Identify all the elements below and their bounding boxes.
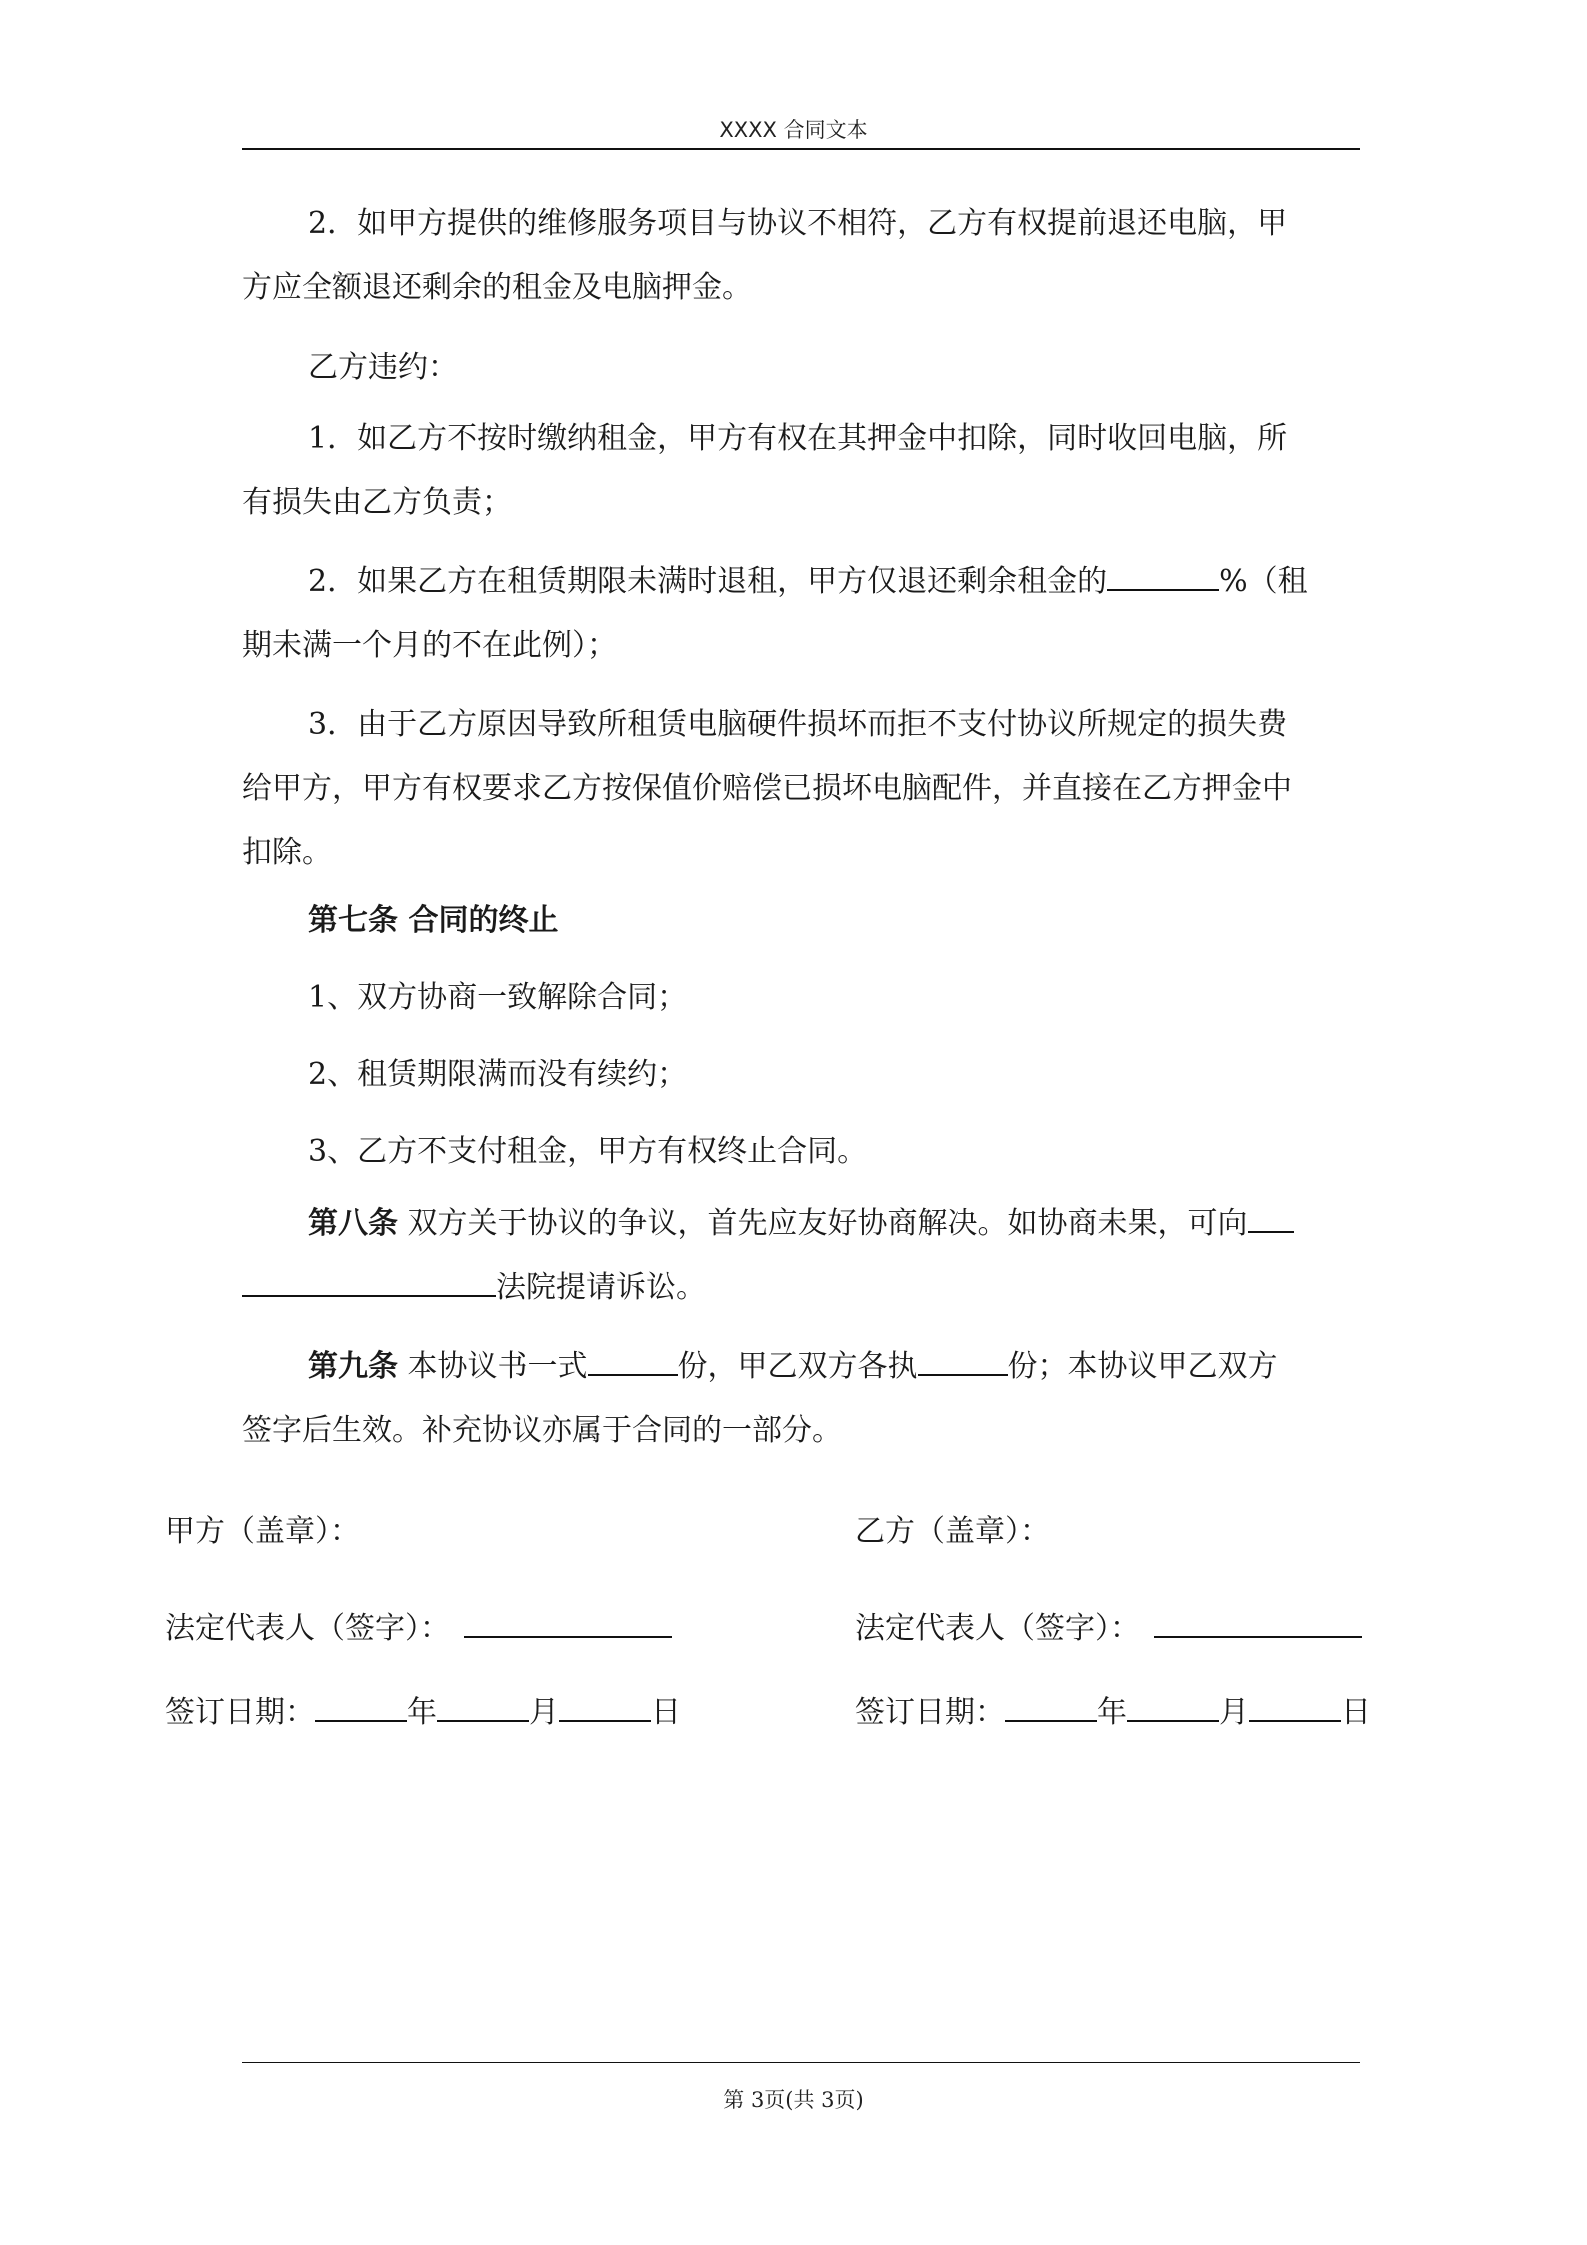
month-blank [437,1690,529,1722]
article-7-item-1 [242,966,1360,1030]
paragraph-text: 法院提请诉讼。 [496,1270,706,1305]
paragraph-line: 3．由于乙方原因导致所租赁电脑硬件损坏而拒不支付协议所规定的损失费 [308,707,1288,742]
year-blank [1005,1690,1097,1722]
page-number: 第 3页(共 3页) [723,2088,864,2112]
party-a-sign-date [165,1690,681,1733]
paragraph-line: 1、双方协商一致解除合同； [308,980,688,1015]
article-9 [242,1335,1360,1463]
paragraph-text: 份；本协议甲乙双方 [1007,1349,1278,1384]
footer-rule [242,2062,1360,2063]
court-blank [242,1265,496,1297]
paragraph-line: 3、乙方不支付租金，甲方有权终止合同。 [308,1134,868,1169]
paragraph-line [242,1256,1360,1320]
article-7-item-2 [242,1043,1360,1107]
year-label: 年 [407,1695,437,1730]
paragraph-line: 期未满一个月的不在此例）； [242,628,617,663]
article-8-label: 第八条 [308,1206,398,1241]
paragraph-line: 给甲方，甲方有权要求乙方按保值价赔偿已损坏电脑配件，并直接在乙方押金中 [242,771,1292,806]
header-rule [242,148,1360,150]
paragraph-line: 2．如甲方提供的维修服务项目与协议不相符，乙方有权提前退还电脑，甲 [308,206,1288,241]
party-b-signature-blank [1154,1606,1362,1638]
party-a-seal: 甲方（盖章）： [165,1514,360,1549]
paragraph-breach-b-3 [242,693,1360,885]
paragraph-text: 份，甲乙双方各执 [677,1349,918,1384]
party-b-date-label: 签订日期： [855,1695,1005,1730]
party-a-signature-blank [464,1606,672,1638]
day-blank [559,1690,651,1722]
paragraph-text: 双方关于协议的争议，首先应友好协商解决。如协商未果，可向 [398,1206,1248,1241]
month-label: 月 [1219,1695,1249,1730]
paragraph-line: 签字后生效。补充协议亦属于合同的一部分。 [242,1413,842,1448]
month-label: 月 [529,1695,559,1730]
article-7-title [242,889,1360,953]
article-7-item-3 [242,1120,1360,1184]
page-header-title: XXXX 合同文本 [719,118,868,142]
year-label: 年 [1097,1695,1127,1730]
party-b-sign-date [855,1690,1371,1733]
paragraph-line [242,1335,1360,1399]
paragraph-text: 2．如果乙方在租赁期限未满时退租，甲方仅退还剩余租金的 [308,564,1108,599]
paragraph-line: 第七条 合同的终止 [308,903,559,938]
copies-each-blank [918,1344,1008,1376]
paragraph-line: 扣除。 [242,835,332,870]
paragraph-line: 1．如乙方不按时缴纳租金，甲方有权在其押金中扣除，同时收回电脑，所 [308,421,1288,456]
party-b-seal: 乙方（盖章）： [855,1514,1050,1549]
paragraph-line: 有损失由乙方负责； [242,485,512,520]
paragraph-line [242,550,1360,614]
article-9-label: 第九条 [308,1349,398,1384]
paragraph-line: 方应全额退还剩余的租金及电脑押金。 [242,270,752,305]
copies-blank [588,1344,678,1376]
paragraph-text: %（租 [1219,564,1308,599]
day-label: 日 [651,1695,681,1730]
article-8 [242,1192,1360,1320]
paragraph-line: 2、租赁期限满而没有续约； [308,1057,688,1092]
paragraph-line: 乙方违约： [308,350,458,385]
party-b-representative [855,1606,1362,1649]
day-blank [1249,1690,1341,1722]
paragraph-breach-b-1 [242,407,1360,535]
party-a-date-label: 签订日期： [165,1695,315,1730]
party-a-rep-label: 法定代表人（签字）： [165,1611,450,1646]
paragraph-breach-b-heading [242,336,1360,400]
paragraph-text: 本协议书一式 [398,1349,588,1384]
paragraph-breach-a-2 [242,192,1360,320]
court-blank [1248,1201,1294,1233]
paragraph-breach-b-2 [242,550,1360,678]
day-label: 日 [1341,1695,1371,1730]
paragraph-line [242,1192,1360,1256]
year-blank [315,1690,407,1722]
party-b-rep-label: 法定代表人（签字）： [855,1611,1140,1646]
percent-blank [1107,559,1219,591]
party-a-representative [165,1606,672,1649]
month-blank [1127,1690,1219,1722]
